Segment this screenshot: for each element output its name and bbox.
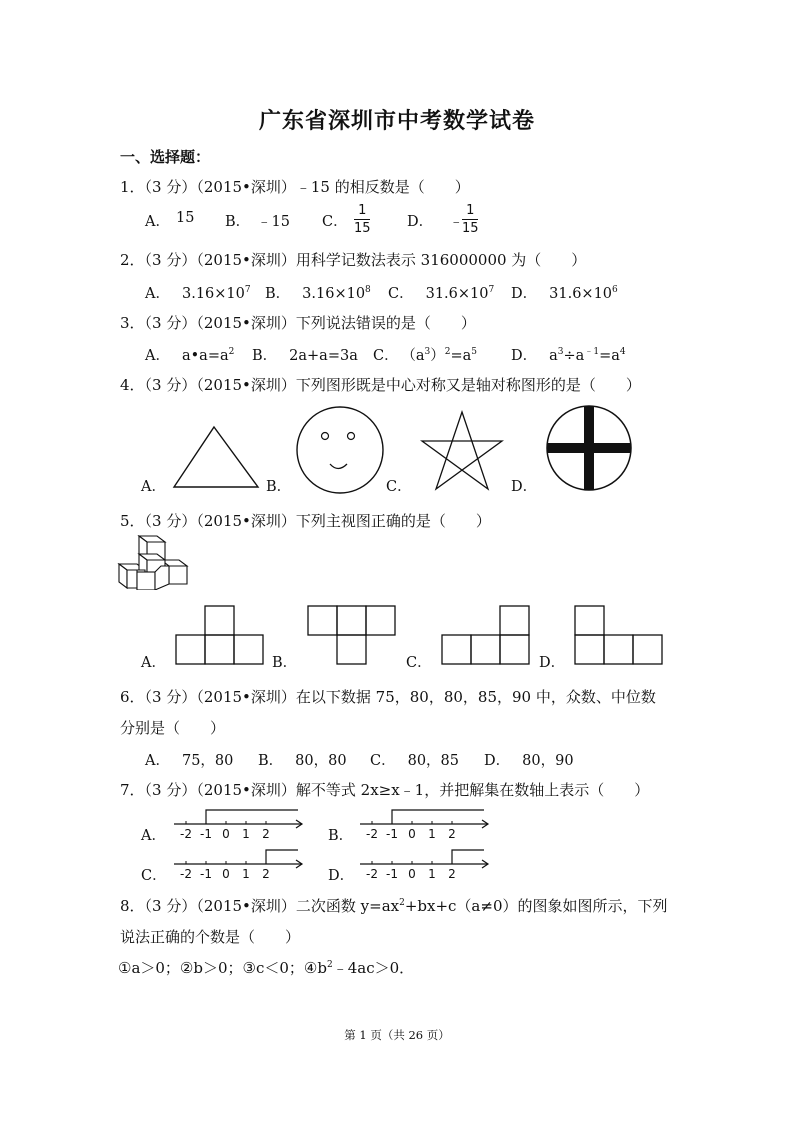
page-footer: 第 1 页（共 26 页） — [344, 1028, 450, 1042]
number-line-tick-label: 0 — [222, 827, 230, 841]
question-4-stem: 4．（3 分）（2015•深圳）下列图形既是中心对称又是轴对称图形的是（ ） — [120, 376, 641, 394]
q3-option-b: B． 2a+a=3a — [252, 348, 358, 364]
q5-figure-cube-stack — [117, 534, 189, 590]
fraction-numerator: 1 — [466, 203, 475, 218]
q4-option-c-label: C． — [386, 479, 412, 495]
q3-option-a: A． $a•a=a^2$ — [145, 347, 235, 364]
q7-number-line-c — [172, 844, 306, 882]
q5-option-a-label: A． — [141, 655, 166, 671]
question-8-stem-line-1: 8．（3 分）（2015•深圳）二次函数 $y=ax^2+bx+c(a\ne 0)$的图象如图所示，下列 — [120, 897, 668, 915]
q7-option-d-label: D． — [328, 868, 355, 884]
number-line-tick-label: 1 — [242, 827, 250, 841]
q1-option-d-fraction — [462, 204, 479, 235]
q4-figure-triangle — [170, 425, 270, 490]
number-line-tick-label: -1 — [200, 827, 212, 841]
q4-figure-circle-cross — [545, 404, 633, 492]
number-line-tick-label: 2 — [262, 867, 270, 881]
number-line-tick-label: 2 — [448, 867, 456, 881]
number-line-tick-label: -1 — [386, 827, 398, 841]
q1-option-d-label: D． — [407, 214, 434, 230]
q2-option-d: D． $31.6\times 10^6$ — [511, 285, 618, 302]
question-6-stem-line-1: 6．（3 分）（2015•深圳）在以下数据 75，80，80，85，90 中，众数、中位数 — [120, 688, 656, 706]
question-8-stem-line-2: 说法正确的个数是（ ） — [120, 928, 301, 946]
number-line-solution-ray — [392, 810, 484, 824]
q5-option-c-label: C． — [406, 655, 432, 671]
number-line-tick-label: -2 — [366, 867, 378, 881]
q8-conditions: ①a＞0；②b＞0；③c＜0；$④b^2﹣4ac>0$． — [118, 959, 415, 977]
number-line-solution-ray — [452, 850, 484, 864]
q6-option-b: B． 80，80 — [258, 753, 347, 769]
number-line-tick-label: 2 — [448, 827, 456, 841]
q1-option-d-minus: ﹣ — [449, 214, 464, 230]
q7-number-line-d — [358, 844, 492, 882]
q1-option-a-value: 15 — [176, 210, 195, 226]
number-line-tick-label: -1 — [386, 867, 398, 881]
question-6-stem-line-2: 分别是（ ） — [120, 719, 226, 737]
q4-option-d-label: D． — [511, 479, 538, 495]
q5-figure-b-view — [306, 604, 398, 666]
page-title: 广东省深圳市中考数学试卷 — [258, 108, 535, 134]
number-line-solution-ray — [266, 850, 298, 864]
q5-figure-d-view — [573, 604, 665, 666]
q6-option-c: C． 80，85 — [370, 753, 460, 769]
q2-option-c: C． $31.6\times 10^7$ — [388, 285, 495, 302]
question-1-stem: 1．（3 分）（2015•深圳）﹣15 的相反数是（ ） — [120, 178, 470, 196]
number-line-tick-label: 1 — [242, 867, 250, 881]
q5-figure-a-view — [174, 604, 266, 666]
q7-number-line-b — [358, 804, 492, 842]
q1-option-a-label: A． — [145, 214, 170, 230]
q1-option-b-value: ﹣15 — [257, 214, 290, 230]
number-line-tick-label: 0 — [222, 867, 230, 881]
q7-option-c-label: C． — [141, 868, 167, 884]
fraction-denominator: 15 — [354, 221, 371, 236]
number-line-tick-label: 0 — [408, 867, 416, 881]
number-line-tick-label: -2 — [180, 867, 192, 881]
q7-option-a-label: A． — [141, 828, 166, 844]
q1-option-c-label: C． — [322, 214, 348, 230]
q1-option-b-label: B． — [225, 214, 251, 230]
number-line-tick-label: -1 — [200, 867, 212, 881]
q2-option-a: A． $3.16\times 10^7$ — [145, 285, 251, 302]
q5-option-d-label: D． — [539, 655, 566, 671]
q7-option-b-label: B． — [328, 828, 354, 844]
fraction-numerator: 1 — [358, 203, 367, 218]
q3-option-c: C． $(a^3)^2=a^5$ — [373, 347, 478, 364]
q5-figure-c-view — [440, 604, 532, 666]
fraction-denominator: 15 — [462, 221, 479, 236]
section-heading: 一、选择题： — [120, 148, 211, 166]
number-line-tick-label: -2 — [366, 827, 378, 841]
number-line-tick-label: 0 — [408, 827, 416, 841]
number-line-tick-label: -2 — [180, 827, 192, 841]
q6-option-a: A． 75，80 — [145, 753, 234, 769]
q4-option-a-label: A． — [141, 479, 166, 495]
q3-option-d: D． $a^3\div a^{﹣1}=a^4$ — [511, 347, 626, 364]
number-line-solution-ray — [206, 810, 298, 824]
number-line-tick-label: 1 — [428, 827, 436, 841]
question-5-stem: 5．（3 分）（2015•深圳）下列主视图正确的是（ ） — [120, 512, 491, 530]
question-3-stem: 3．（3 分）（2015•深圳）下列说法错误的是（ ） — [120, 314, 476, 332]
q4-option-b-label: B． — [266, 479, 292, 495]
q2-option-b: B． $3.16\times 10^8$ — [265, 285, 371, 302]
q5-option-b-label: B． — [272, 655, 298, 671]
q7-number-line-a — [172, 804, 306, 842]
q4-figure-smiley-face — [294, 404, 386, 496]
number-line-tick-label: 2 — [262, 827, 270, 841]
question-2-stem: 2．（3 分）（2015•深圳）用科学记数法表示 316000000 为（ ） — [120, 251, 587, 269]
q6-option-d: D． 80，90 — [484, 753, 574, 769]
q4-figure-pentagram — [418, 410, 506, 492]
q1-option-c-fraction — [354, 204, 371, 235]
number-line-tick-label: 1 — [428, 867, 436, 881]
question-7-stem: 7．（3 分）（2015•深圳）解不等式 2x≥x﹣1，并把解集在数轴上表示（ ） — [120, 781, 650, 799]
